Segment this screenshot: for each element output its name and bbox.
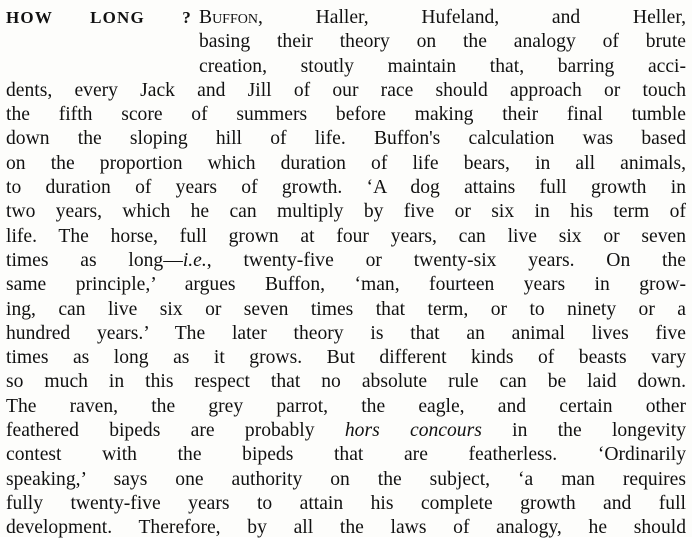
text-line-6 bbox=[6, 127, 686, 151]
text-line-21 bbox=[6, 492, 686, 516]
text-line-1 bbox=[6, 6, 686, 30]
text-run: basing their theory on the analogy of brute bbox=[199, 31, 686, 53]
line-content bbox=[6, 323, 686, 344]
text-run: speaking,’ says one authority on the subject, ‘a man requires bbox=[6, 468, 686, 490]
text-line-8 bbox=[6, 176, 686, 200]
text-run: on the proportion which duration of life bears, in all animals, bbox=[6, 152, 686, 174]
line-content bbox=[6, 226, 686, 247]
text-run: times as long— bbox=[6, 249, 183, 271]
text-run: two years, which he can multiply by five or six in his term of bbox=[6, 201, 686, 223]
text-run: , Haller, Hufeland, and Heller, bbox=[257, 7, 686, 28]
text-run: i.e. bbox=[182, 249, 207, 271]
text-line-17 bbox=[6, 395, 686, 419]
text-run: Buffon bbox=[199, 7, 258, 28]
text-run: hors concours bbox=[344, 420, 482, 442]
text-line-3 bbox=[6, 55, 686, 79]
line-content bbox=[6, 201, 686, 222]
text-line-18 bbox=[6, 419, 686, 443]
text-run: The raven, the grey parrot, the eagle, and certain other bbox=[6, 395, 686, 417]
text-run: down the sloping hill of life. Buffon's calculation was based bbox=[6, 128, 686, 150]
line-content bbox=[6, 396, 686, 417]
text-run: contest with the bipeds that are featherless. ‘Ordinarily bbox=[6, 444, 686, 466]
line-content bbox=[6, 469, 686, 490]
text-run: creation, stoutly maintain that, barring acci- bbox=[199, 55, 686, 77]
line-content bbox=[6, 177, 686, 198]
text-line-14 bbox=[6, 322, 686, 346]
text-run: to duration of years of growth. ‘A dog attains full growth in bbox=[6, 177, 686, 199]
side-heading: HOW LONG ? bbox=[6, 8, 192, 27]
text-line-16 bbox=[6, 370, 686, 394]
body-text bbox=[6, 6, 686, 541]
text-line-2 bbox=[6, 30, 686, 54]
line-content bbox=[6, 371, 686, 392]
text-line-9 bbox=[6, 200, 686, 224]
text-line-11 bbox=[6, 249, 686, 273]
text-run: feathered bipeds are probably bbox=[6, 420, 345, 442]
text-line-19 bbox=[6, 443, 686, 467]
text-line-15 bbox=[6, 346, 686, 370]
text-line-10 bbox=[6, 225, 686, 249]
text-run: ing, can live six or seven times that term, or to ninety or a bbox=[6, 298, 686, 320]
line-content bbox=[6, 299, 686, 320]
text-run: times as long as it grows. But different kinds of beasts vary bbox=[6, 347, 686, 369]
text-run: in the longevity bbox=[481, 420, 686, 442]
line-content bbox=[6, 104, 686, 125]
text-line-20 bbox=[6, 468, 686, 492]
text-run: same principle,’ argues Buffon, ‘man, fourteen years in grow- bbox=[6, 274, 686, 296]
line-content bbox=[6, 517, 686, 538]
text-run: life. The horse, full grown at four years, can live six or seven bbox=[6, 225, 686, 247]
text-line-5 bbox=[6, 103, 686, 127]
line-content bbox=[199, 31, 686, 52]
line-content bbox=[6, 128, 686, 149]
line-content bbox=[6, 274, 686, 295]
text-run: so much in this respect that no absolute rule can be laid down. bbox=[6, 371, 686, 393]
text-run: , twenty-five or twenty-six years. On the bbox=[206, 249, 686, 271]
line-content bbox=[6, 80, 686, 101]
line-content bbox=[6, 444, 686, 465]
line-content bbox=[199, 7, 686, 28]
text-line-12 bbox=[6, 273, 686, 297]
text-line-4 bbox=[6, 79, 686, 103]
line-content bbox=[6, 420, 686, 441]
line-content bbox=[6, 493, 686, 514]
line-content bbox=[6, 153, 686, 174]
text-line-13 bbox=[6, 298, 686, 322]
text-run: dents, every Jack and Jill of our race should approach or touch bbox=[6, 79, 686, 101]
text-run: hundred years.’ The later theory is that an animal lives five bbox=[6, 322, 686, 344]
line-content bbox=[6, 347, 686, 368]
text-line-7 bbox=[6, 152, 686, 176]
line-content bbox=[199, 56, 686, 77]
text-run: development. Therefore, by all the laws of analogy, he should bbox=[6, 517, 686, 539]
text-run: fully twenty-five years to attain his complete growth and full bbox=[6, 492, 686, 514]
text-run: the fifth score of summers before making their final tumble bbox=[6, 104, 686, 126]
line-content bbox=[6, 250, 686, 271]
